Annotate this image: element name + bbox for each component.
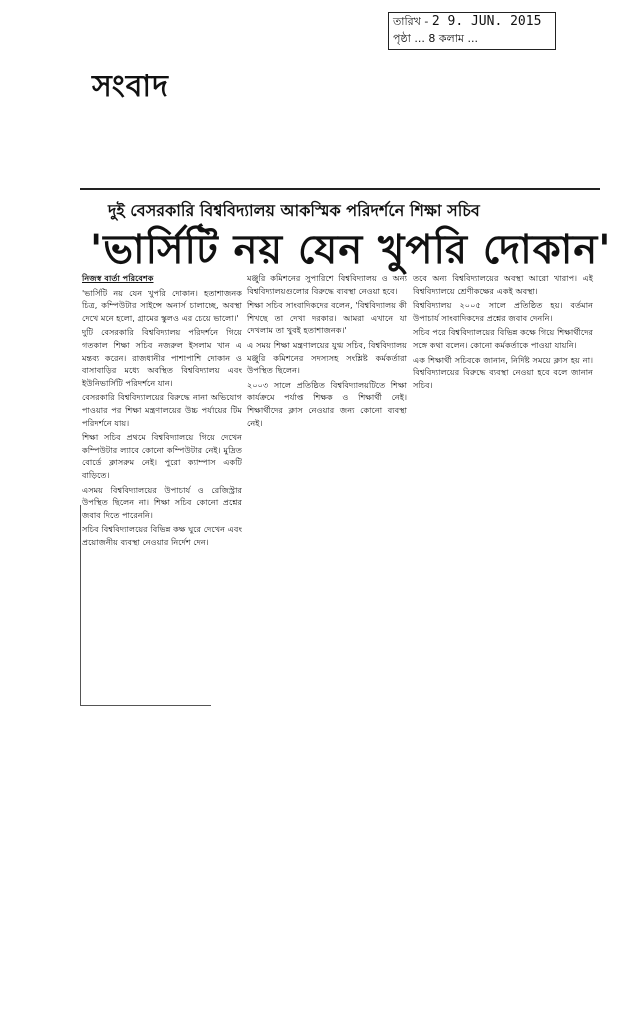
article-column-2 [247,272,407,431]
paragraph: এ সময় শিক্ষা মন্ত্রণালয়ের যুগ্ম সচিব, বিশ্ববিদ্যালয় মঞ্জুরি কমিশনের সদস্যসহ সংশ্লিষ্ট কর্মকর্তারা উপস্থিত ছিলেন। [247,339,407,376]
newspaper-logo: সংবাদ [92,69,169,104]
paragraph: এক শিক্ষার্থী সচিবকে জানান, নির্দিষ্ট সময়ে ক্লাস হয় না। বিশ্ববিদ্যালয়ের বিরুদ্ধে ব্যবস্থা নেওয়া হবে বলে জানান সচিব। [413,354,593,390]
stamp-date-value: 2 9. JUN. 2015 [431,14,542,29]
paragraph: ২০০৩ সালে প্রতিষ্ঠিত বিশ্ববিদ্যালয়টিতে শিক্ষা কার্যক্রমে পর্যাপ্ত শিক্ষক ও শিক্ষার্থী নেই। শিক্ষার্থীদের ক্লাস নেওয়ার জন্য কোনো ব্যবস্থা নেই। [247,379,407,428]
article-column-3 [413,272,593,393]
clipping-stamp [388,12,556,50]
stamp-column-label: কলাম ... [438,32,478,45]
paragraph: বিশ্ববিদ্যালয় ২০০৫ সালে প্রতিষ্ঠিত হয়। বর্তমান উপাচার্য সাংবাদিকদের প্রশ্নের জবাব দেননি। [413,300,593,323]
stamp-date-row [393,13,551,30]
article-headline: 'ভার্সিটি নয় যেন খুপরি দোকান' [90,227,612,273]
article-byline: নিজস্ব বার্তা পরিবেশক [82,273,154,283]
paragraph: দুটি বেসরকারি বিশ্ববিদ্যালয় পরিদর্শনে গিয়ে গতকাল শিক্ষা সচিব নজরুল ইসলাম খান এ মন্তব্য করেন। রাজধানীর পাশাপাশি দোকান ও বাসাবাড়ির মধ্যে অবস্থিত বিশ্ববিদ্যালয় এবং ইউনিভার্সিটি পরিদর্শনে যান। [82,327,242,388]
paragraph: সচিব বিশ্ববিদ্যালয়ের বিভিন্ন কক্ষ ঘুরে দেখেন এবং প্রয়োজনীয় ব্যবস্থা নেওয়ার নির্দেশ দেন। [82,524,242,547]
article-column-1 [82,272,242,550]
paragraph: বেসরকারি বিশ্ববিদ্যালয়ের বিরুদ্ধে নানা অভিযোগ পাওয়ার পর শিক্ষা মন্ত্রণালয়ের উচ্চ পর্যায়ের টিম পরিদর্শনে যায়। [82,392,242,428]
paragraph: মঞ্জুরি কমিশনের সুপারিশে বিশ্ববিদ্যালয় ও অন্য বিশ্ববিদ্যালয়গুলোর বিরুদ্ধে ব্যবস্থা নেওয়া হবে। [247,273,407,296]
paragraph: এসময় বিশ্ববিদ্যালয়ের উপাচার্য ও রেজিস্ট্রার উপস্থিত ছিলেন না। শিক্ষা সচিব কোনো প্রশ্নের জবাব দিতে পারেননি। [82,484,242,520]
stamp-date-label: তারিখ - [393,15,429,28]
article-kicker: দুই বেসরকারি বিশ্ববিদ্যালয় আকস্মিক পরিদর্শনে শিক্ষা সচিব [108,201,480,220]
paragraph: শিক্ষা সচিব সাংবাদিকদের বলেন, 'বিশ্ববিদ্যালয় কী শিখছে তা দেখা দরকার। আমরা এখানে যা দেখলাম তা খুবই হতাশাজনক।' [247,300,407,336]
paragraph: 'ভার্সিটি নয় যেন খুপরি দোকান। হতাশাজনক চিত্র, কম্পিউটার সাইন্সে অনার্স চালাচ্ছে, অবস্থা দেখে মনে হলো, গ্রামের স্কুলও এর চেয়ে ভালো।' [82,287,242,323]
paragraph: তবে অন্য বিশ্ববিদ্যালয়ের অবস্থা আরো খারাপ। এই বিশ্ববিদ্যালয়ে শ্রেণীকক্ষের একই অবস্থা। [413,273,593,296]
paragraph: সচিব পরে বিশ্ববিদ্যালয়ের বিভিন্ন কক্ষে গিয়ে শিক্ষার্থীদের সঙ্গে কথা বলেন। কোনো কর্মকর্তাকে পাওয়া যায়নি। [413,327,593,350]
stamp-page-value: 8 [428,32,436,45]
paragraph: শিক্ষা সচিব প্রথমে বিশ্ববিদ্যালয়ে গিয়ে দেখেন কম্পিউটার ল্যাবে কোনো কম্পিউটার নেই। মুদ্রিত বোর্ডে ক্লাসরুম নেই। পুরো ক্যাম্পাস একটি বাড়িতে। [82,432,242,480]
stamp-page-label: পৃষ্ঠা ... [393,32,425,45]
stamp-page-row [393,30,551,47]
